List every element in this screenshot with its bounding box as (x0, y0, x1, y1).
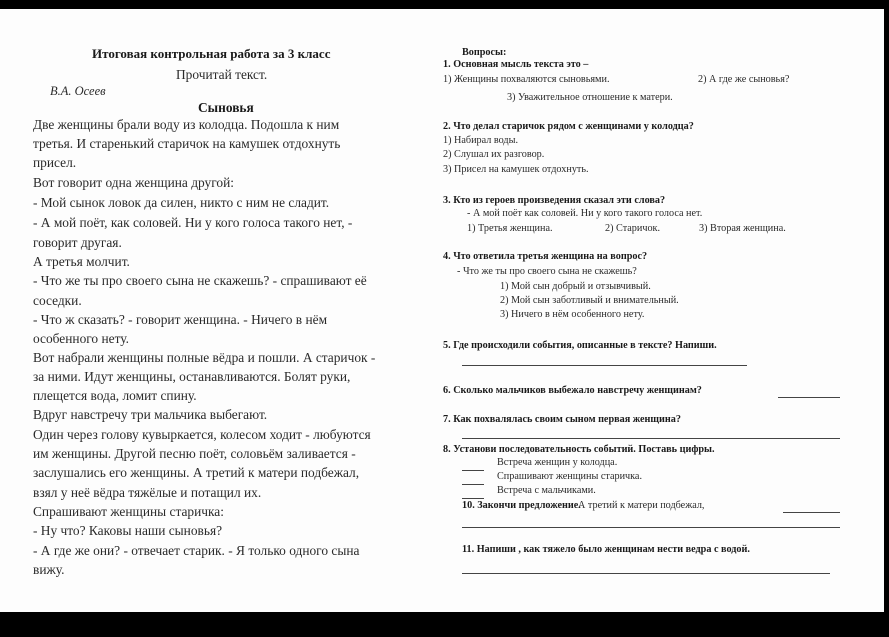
story-line: - Что ж сказать? - говорит женщина. - Ничего в нём (33, 312, 328, 327)
q10-prompt: А третий к матери подбежал, (578, 500, 705, 511)
story-line: особенного нету. (33, 331, 129, 346)
story-line: - Мой сынок ловок да силен, никто с ним не сладит. (33, 195, 330, 210)
story-line: - Что же ты про своего сына не скажешь? - спрашивают её (33, 273, 367, 288)
story-line: заслушались его женщины. А третий к матери подбежал, (33, 465, 360, 480)
q4-option-1: 1) Мой сын добрый и отзывчивый. (500, 281, 651, 292)
sequence-blank-3[interactable] (462, 498, 484, 499)
story-line: - А где же они? - отвечает старик. - Я только одного сына (33, 543, 360, 558)
answer-line-7[interactable] (462, 438, 840, 439)
worksheet-title: Итоговая контрольная работа за 3 класс (92, 46, 331, 61)
author: В.А. Осеев (50, 84, 106, 98)
question-2: 2. Что делал старичок рядом с женщинами у колодца? (443, 121, 694, 132)
answer-line-11[interactable] (462, 573, 830, 574)
story-title: Сыновья (198, 100, 254, 115)
answer-line-6[interactable] (778, 397, 840, 398)
sequence-blank-1[interactable] (462, 470, 484, 471)
answer-line-10b[interactable] (462, 527, 840, 528)
sequence-item-2: Спрашивают женщины старичка. (497, 471, 643, 482)
story-line: Вот говорит одна женщина другой: (33, 175, 234, 190)
story-line: - Ну что? Каковы наши сыновья? (33, 523, 223, 538)
story-line: за ними. Идут женщины, останавливаются. Болят руки, (33, 369, 351, 384)
q2-option-1: 1) Набирал воды. (443, 135, 518, 146)
story-line: вижу. (33, 562, 65, 577)
question-5: 5. Где происходили события, описанные в тексте? Напиши. (443, 340, 717, 351)
story-line: А третья молчит. (33, 254, 130, 269)
story-line: Вот набрали женщины полные вёдра и пошли. А старичок - (33, 350, 376, 365)
sequence-blank-2[interactable] (462, 484, 484, 485)
story-line: третья. И старенький старичок на камушек отдохнуть (33, 136, 341, 151)
worksheet-page (0, 9, 884, 612)
q4-option-2: 2) Мой сын заботливый и внимательный. (500, 295, 679, 306)
question-10: 10. Закончи предложение. (462, 500, 581, 511)
q2-option-3: 3) Присел на камушек отдохнуть. (443, 164, 589, 175)
question-6: 6. Сколько мальчиков выбежало навстречу женщинам? (443, 385, 702, 396)
story-line: плещется вода, ломит спину. (33, 388, 197, 403)
q3-option-3: 3) Вторая женщина. (699, 223, 786, 234)
q3-quote: - А мой поёт как соловей. Ни у кого такого голоса нет. (467, 208, 703, 219)
sequence-item-1: Встреча женщин у колодца. (497, 457, 618, 468)
answer-line-10a[interactable] (783, 512, 840, 513)
story-line: им женщины. Другой песню поёт, соловьём заливается - (33, 446, 356, 461)
story-line: - А мой поёт, как соловей. Ни у кого голоса такого нет, - (33, 215, 353, 230)
question-4: 4. Что ответила третья женщина на вопрос? (443, 251, 648, 262)
q4-quote: - Что же ты про своего сына не скажешь? (457, 266, 637, 277)
story-line: Вдруг навстречу три мальчика выбегают. (33, 407, 268, 422)
q1-option-3: 3) Уважительное отношение к матери. (507, 92, 673, 103)
story-line: соседки. (33, 293, 82, 308)
answer-line-5[interactable] (462, 365, 747, 366)
q1-option-1: 1) Женщины похваляются сыновьями. (443, 74, 610, 85)
story-line: присел. (33, 155, 77, 170)
q2-option-2: 2) Слушал их разговор. (443, 149, 545, 160)
story-line: говорит другая. (33, 235, 122, 250)
question-3: 3. Кто из героев произведения сказал эти слова? (443, 195, 666, 206)
question-8: 8. Установи последовательность событий. Поставь цифры. (443, 444, 715, 455)
story-line: Один через голову кувыркается, колесом ходит - любуются (33, 427, 371, 442)
question-11: 11. Напиши , как тяжело было женщинам нести ведра с водой. (462, 544, 750, 555)
story-line: Две женщины брали воду из колодца. Подошла к ним (33, 117, 340, 132)
q3-option-1: 1) Третья женщина. (467, 223, 553, 234)
q1-option-2: 2) А где же сыновья? (698, 74, 790, 85)
story-line: Спрашивают женщины старичка: (33, 504, 224, 519)
q3-option-2: 2) Старичок. (605, 223, 661, 234)
instruction: Прочитай текст. (176, 67, 268, 82)
q4-option-3: 3) Ничего в нём особенного нету. (500, 309, 645, 320)
story-line: взял у неё вёдра тяжёлые и потащил их. (33, 485, 262, 500)
question-1: 1. Основная мысль текста это – (443, 59, 589, 70)
question-7: 7. Как похвалялась своим сыном первая женщина? (443, 414, 681, 425)
questions-heading: Вопросы: (462, 47, 507, 58)
sequence-item-3: Встреча с мальчиками. (497, 485, 596, 496)
